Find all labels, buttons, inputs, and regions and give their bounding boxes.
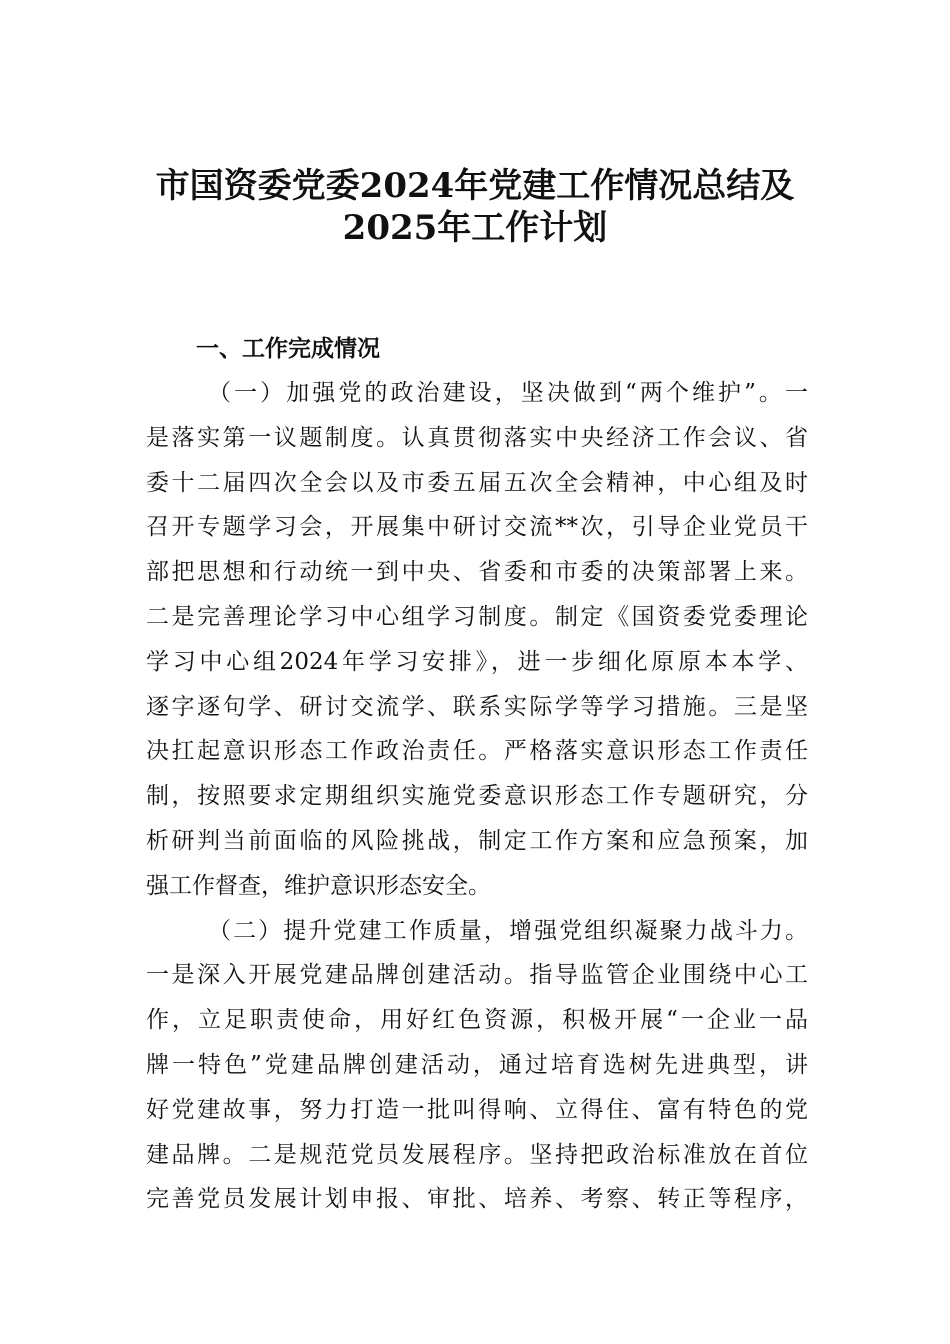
paragraph-2-line: （二）提升党建工作质量，增强党组织凝聚力战斗力。 [208, 917, 808, 944]
paragraph-2-line: 完善党员发展计划申报、审批、培养、考察、转正等程序， [146, 1186, 808, 1213]
paragraph-1-line: 决扛起意识形态工作政治责任。严格落实意识形态工作责任 [146, 738, 808, 765]
paragraph-1-line: 召开专题学习会，开展集中研讨交流**次，引导企业党员干 [146, 514, 808, 541]
paragraph-1-line: 是落实第一议题制度。认真贯彻落实中央经济工作会议、省 [146, 424, 808, 451]
paragraph-1-line: 逐字逐句学、研讨交流学、联系实际学等学习措施。三是坚 [146, 693, 808, 720]
paragraph-1-line: 委十二届四次全会以及市委五届五次全会精神，中心组及时 [146, 469, 808, 496]
document-body [146, 371, 808, 1222]
paragraph-2-line: 一是深入开展党建品牌创建活动。指导监管企业围绕中心工 [146, 962, 808, 989]
paragraph-1-line: 制，按照要求定期组织实施党委意识形态工作专题研究，分 [146, 783, 808, 810]
section-heading-work-completion: 一、工作完成情况 [196, 336, 380, 362]
paragraph-1-line: 析研判当前面临的风险挑战，制定工作方案和应急预案，加 [146, 827, 808, 854]
document-title-line2: 2025年工作计划 [342, 208, 608, 248]
paragraph-1-line: 强工作督查，维护意识形态安全。 [146, 872, 491, 899]
paragraph-1-line: 二是完善理论学习中心组学习制度。制定《国资委党委理论 [146, 603, 808, 630]
paragraph-2-line: 好党建故事，努力打造一批叫得响、立得住、富有特色的党 [146, 1096, 808, 1123]
paragraph-2-line: 牌一特色”党建品牌创建活动，通过培育选树先进典型，讲 [146, 1051, 808, 1078]
paragraph-1-line: 部把思想和行动统一到中央、省委和市委的决策部署上来。 [146, 559, 808, 586]
paragraph-2-line: 作，立足职责使命，用好红色资源，积极开展“一企业一品 [146, 1007, 808, 1034]
document-title-line1: 市国资委党委2024年党建工作情况总结及 [155, 166, 795, 206]
paragraph-1-line: 学习中心组2024年学习安排》，进一步细化原原本本学、 [146, 648, 808, 675]
paragraph-2-line: 建品牌。二是规范党员发展程序。坚持把政治标准放在首位 [146, 1141, 808, 1168]
paragraph-1-line: （一）加强党的政治建设，坚决做到“两个维护”。一 [208, 380, 808, 406]
